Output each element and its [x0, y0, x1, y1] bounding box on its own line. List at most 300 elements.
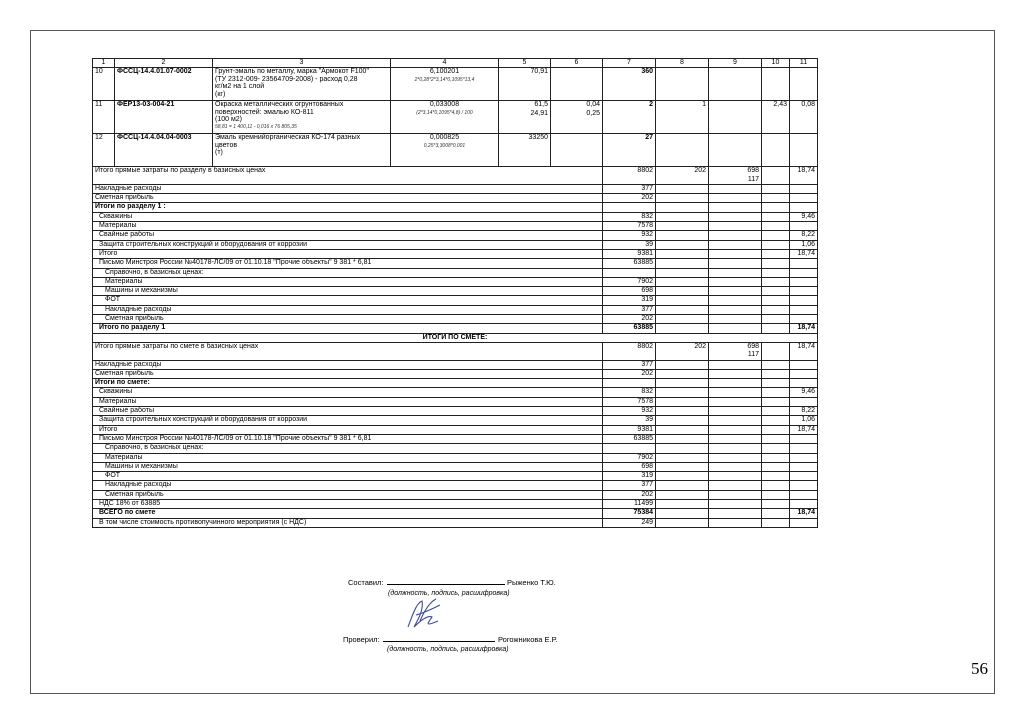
item-col11	[790, 68, 818, 101]
summary-col7: 202	[603, 315, 656, 324]
item-number: 11	[93, 101, 115, 134]
summary-col11	[790, 379, 818, 388]
summary-row	[93, 481, 818, 490]
summary-col7	[603, 203, 656, 212]
summary-col8	[656, 277, 709, 286]
item-quantity: 6,100201	[429, 68, 460, 76]
summary-col7: 7578	[603, 397, 656, 406]
summary-label: Письмо Минстроя России №40178-ЛС/09 от 01.10.18 "Прочие объекты" 9 381 * 6,81	[93, 434, 603, 443]
summary-row	[93, 444, 818, 453]
column-number: 7	[603, 59, 656, 68]
summary-col10	[762, 407, 790, 416]
summary-col8	[656, 249, 709, 258]
summary-col11	[790, 472, 818, 481]
summary-row	[93, 287, 818, 296]
summary-col10	[762, 315, 790, 324]
summary-col10	[762, 305, 790, 314]
item-col8	[656, 134, 709, 167]
summary-col8	[656, 240, 709, 249]
totals-heading: ИТОГИ ПО СМЕТЕ:	[93, 333, 818, 342]
summary-col9	[709, 231, 762, 240]
item-price-sub: 24,91	[530, 109, 548, 117]
summary-col8	[656, 416, 709, 425]
summary-col11	[790, 184, 818, 193]
summary-col8	[656, 231, 709, 240]
summary-col11	[790, 453, 818, 462]
summary-col9-value: 698	[747, 167, 759, 175]
summary-row	[93, 434, 818, 443]
summary-col8	[656, 434, 709, 443]
summary-col9	[709, 518, 762, 527]
summary-label: Итого	[93, 249, 603, 258]
summary-col11: 18,74	[790, 342, 818, 360]
summary-label: ВСЕГО по смете	[93, 509, 603, 518]
summary-col8	[656, 360, 709, 369]
summary-col10	[762, 379, 790, 388]
summary-col11	[790, 397, 818, 406]
compiled-caption: (должность, подпись, расшифровка)	[388, 590, 510, 597]
summary-col9	[709, 305, 762, 314]
summary-col7: 7902	[603, 453, 656, 462]
summary-label: Письмо Минстроя России №40178-ЛС/09 от 01.10.18 "Прочие объекты" 9 381 * 6,81	[93, 259, 603, 268]
summary-col7: 832	[603, 212, 656, 221]
item-col10	[762, 68, 790, 101]
summary-col8	[656, 462, 709, 471]
summary-label: Защита строительных конструкций и оборудования от коррозии	[93, 416, 603, 425]
summary-col10	[762, 360, 790, 369]
summary-col10	[762, 453, 790, 462]
summary-row	[93, 360, 818, 369]
item-col8: 1	[656, 101, 709, 134]
summary-col9	[709, 259, 762, 268]
item-description-line: поверхностей: эмалью КО-811	[215, 108, 314, 116]
summary-col10	[762, 287, 790, 296]
summary-row	[93, 472, 818, 481]
summary-label: Итого прямые затраты по разделу в базисных ценах	[93, 167, 603, 185]
item-row	[93, 101, 818, 134]
item-description-line: (100 м2)	[215, 116, 242, 124]
summary-col10	[762, 249, 790, 258]
column-number: 2	[115, 59, 213, 68]
summary-label: Итого прямые затраты по смете в базисных ценах	[93, 342, 603, 360]
summary-col8	[656, 499, 709, 508]
column-number: 4	[391, 59, 499, 68]
item-code: ФЕР13-03-004-21	[115, 101, 213, 134]
summary-col10	[762, 369, 790, 378]
summary-row	[93, 259, 818, 268]
checked-caption: (должность, подпись, расшифровка)	[387, 646, 509, 653]
summary-col7: 202	[603, 369, 656, 378]
item-col6	[551, 101, 603, 134]
summary-row	[93, 379, 818, 388]
summary-col11: 8,22	[790, 407, 818, 416]
summary-col10	[762, 259, 790, 268]
summary-col11: 1,06	[790, 416, 818, 425]
summary-col7: 832	[603, 388, 656, 397]
summary-col8: 202	[656, 167, 709, 185]
item-number: 10	[93, 68, 115, 101]
item-col10: 2,43	[762, 101, 790, 134]
column-number: 8	[656, 59, 709, 68]
summary-col9	[709, 212, 762, 221]
column-number: 1	[93, 59, 115, 68]
summary-col9	[709, 472, 762, 481]
summary-col10	[762, 472, 790, 481]
summary-row	[93, 490, 818, 499]
summary-label: Свайные работы	[93, 407, 603, 416]
item-quantity-formula: 0,25*3,3008*0,001	[423, 142, 466, 149]
summary-col10	[762, 397, 790, 406]
summary-col11	[790, 315, 818, 324]
item-col8	[656, 68, 709, 101]
summary-col7: 7578	[603, 222, 656, 231]
summary-col8	[656, 324, 709, 333]
summary-col7: 7902	[603, 277, 656, 286]
item-code: ФССЦ-14.4.01.07-0002	[115, 68, 213, 101]
summary-row	[93, 324, 818, 333]
summary-col9	[709, 444, 762, 453]
summary-col7: 75384	[603, 509, 656, 518]
summary-col7: 8802	[603, 342, 656, 360]
summary-col9	[709, 194, 762, 203]
item-quantity: 0,000825	[429, 134, 460, 142]
summary-col8	[656, 518, 709, 527]
summary-col8	[656, 194, 709, 203]
item-code: ФССЦ-14.4.04.04-0003	[115, 134, 213, 167]
item-col6	[551, 68, 603, 101]
summary-col7: 698	[603, 287, 656, 296]
summary-col10	[762, 481, 790, 490]
summary-row	[93, 509, 818, 518]
summary-col11	[790, 462, 818, 471]
summary-col11	[790, 490, 818, 499]
summary-col11	[790, 305, 818, 314]
summary-col11	[790, 203, 818, 212]
summary-col10	[762, 184, 790, 193]
summary-col9	[709, 315, 762, 324]
summary-label: Материалы	[93, 453, 603, 462]
summary-col8	[656, 472, 709, 481]
summary-label: Итого по разделу 1	[93, 324, 603, 333]
summary-row	[93, 397, 818, 406]
summary-col10	[762, 509, 790, 518]
summary-col9	[709, 287, 762, 296]
summary-col8	[656, 369, 709, 378]
summary-label: Справочно, в базисных ценах:	[93, 444, 603, 453]
summary-label: Итоги по разделу 1 :	[93, 203, 603, 212]
summary-col10	[762, 425, 790, 434]
summary-col11: 9,46	[790, 212, 818, 221]
summary-label: Итоги по смете:	[93, 379, 603, 388]
summary-col10	[762, 324, 790, 333]
item-col5	[499, 101, 551, 134]
summary-col8	[656, 305, 709, 314]
summary-row	[93, 240, 818, 249]
summary-col10	[762, 203, 790, 212]
summary-col11: 1,06	[790, 240, 818, 249]
item-col7: 2	[603, 101, 656, 134]
item-quantity-formula: (2*3,14*0,1095*4,8) / 100	[416, 109, 473, 116]
summary-col11	[790, 434, 818, 443]
summary-col7	[603, 379, 656, 388]
summary-label: Итого	[93, 425, 603, 434]
summary-row	[93, 462, 818, 471]
summary-col7: 319	[603, 472, 656, 481]
summary-col8	[656, 407, 709, 416]
column-number: 10	[762, 59, 790, 68]
summary-col8	[656, 490, 709, 499]
summary-col8	[656, 203, 709, 212]
item-quantity-cell	[391, 134, 499, 167]
summary-label: Свайные работы	[93, 231, 603, 240]
summary-col11	[790, 222, 818, 231]
item-col9	[709, 101, 762, 134]
column-number: 3	[213, 59, 391, 68]
item-col11	[790, 134, 818, 167]
summary-label: Материалы	[93, 277, 603, 286]
summary-col9	[709, 249, 762, 258]
summary-col9	[709, 268, 762, 277]
summary-col9	[709, 369, 762, 378]
summary-label: Защита строительных конструкций и оборудования от коррозии	[93, 240, 603, 249]
summary-col7: 377	[603, 481, 656, 490]
summary-col11	[790, 481, 818, 490]
summary-label: Справочно, в базисных ценах:	[93, 268, 603, 277]
summary-col10	[762, 212, 790, 221]
compiled-signature-line	[387, 576, 505, 585]
item-description	[213, 134, 391, 167]
item-price: 33250	[528, 134, 548, 142]
summary-col9-sub: 117	[747, 175, 759, 183]
summary-col10	[762, 518, 790, 527]
summary-col8	[656, 212, 709, 221]
summary-col11: 18,74	[790, 249, 818, 258]
summary-col7: 9381	[603, 249, 656, 258]
summary-col10	[762, 296, 790, 305]
item-row	[93, 134, 818, 167]
summary-row	[93, 167, 818, 185]
summary-col7	[603, 268, 656, 277]
item-quantity: 0,033008	[429, 101, 460, 109]
summary-col11	[790, 287, 818, 296]
summary-col11: 18,74	[790, 324, 818, 333]
summary-col8	[656, 509, 709, 518]
summary-label: Машины и механизмы	[93, 287, 603, 296]
item-col5	[499, 68, 551, 101]
estimate-table	[92, 58, 818, 528]
summary-row	[93, 194, 818, 203]
totals-heading-row	[93, 333, 818, 342]
summary-col8	[656, 268, 709, 277]
column-number-row	[93, 59, 818, 68]
summary-col11	[790, 518, 818, 527]
summary-row	[93, 518, 818, 527]
item-description-line: кг/м2 на 1 слой	[215, 83, 265, 91]
summary-label: Накладные расходы	[93, 184, 603, 193]
item-col10	[762, 134, 790, 167]
summary-col9	[709, 416, 762, 425]
item-col9	[709, 134, 762, 167]
summary-col8	[656, 453, 709, 462]
summary-label: ФОТ	[93, 296, 603, 305]
item-description-line: 58,81 = 1 400,11 - 0,016 x 76 805,35	[215, 123, 297, 130]
item-price: 70,91	[530, 68, 548, 76]
item-price: 61,5	[534, 101, 548, 109]
summary-row	[93, 212, 818, 221]
summary-col8	[656, 296, 709, 305]
summary-col10	[762, 222, 790, 231]
summary-row	[93, 249, 818, 258]
column-number: 5	[499, 59, 551, 68]
summary-col11	[790, 277, 818, 286]
summary-col7: 11499	[603, 499, 656, 508]
summary-label: Скважины	[93, 212, 603, 221]
summary-col8	[656, 259, 709, 268]
summary-col9	[709, 296, 762, 305]
summary-col8	[656, 184, 709, 193]
item-row	[93, 68, 818, 101]
summary-col9	[709, 324, 762, 333]
item-description-line: Грунт-эмаль по металлу, марка "Армокот F100"	[215, 68, 369, 76]
summary-col11	[790, 360, 818, 369]
summary-col9	[709, 342, 762, 360]
summary-col10	[762, 240, 790, 249]
summary-row	[93, 268, 818, 277]
summary-col7: 249	[603, 518, 656, 527]
summary-label: Машины и механизмы	[93, 462, 603, 471]
summary-col10	[762, 499, 790, 508]
summary-label: Сметная прибыль	[93, 490, 603, 499]
summary-row	[93, 342, 818, 360]
summary-col9-value: 698	[747, 342, 759, 350]
summary-col9	[709, 240, 762, 249]
item-description	[213, 68, 391, 101]
item-col7: 360	[603, 68, 656, 101]
summary-col9	[709, 222, 762, 231]
summary-label: Накладные расходы	[93, 305, 603, 314]
compiled-by-name: Рыженко Т.Ю.	[507, 578, 556, 587]
checked-signature-line	[383, 633, 495, 642]
summary-col11	[790, 268, 818, 277]
summary-label: Сметная прибыль	[93, 194, 603, 203]
summary-col7: 63885	[603, 324, 656, 333]
summary-col8	[656, 315, 709, 324]
summary-col7: 39	[603, 416, 656, 425]
handwritten-signature	[402, 597, 442, 633]
summary-row	[93, 222, 818, 231]
summary-col9	[709, 277, 762, 286]
summary-col10	[762, 231, 790, 240]
page-number: 56	[971, 659, 988, 678]
item-description	[213, 101, 391, 134]
summary-col7: 63885	[603, 434, 656, 443]
item-col5	[499, 134, 551, 167]
summary-col9	[709, 379, 762, 388]
summary-col7: 377	[603, 360, 656, 369]
item-col6	[551, 134, 603, 167]
item-col11: 0,08	[790, 101, 818, 134]
summary-col10	[762, 388, 790, 397]
summary-col7: 932	[603, 407, 656, 416]
summary-col7: 319	[603, 296, 656, 305]
summary-col10	[762, 462, 790, 471]
summary-col7: 377	[603, 305, 656, 314]
summary-col7: 932	[603, 231, 656, 240]
summary-col7: 9381	[603, 425, 656, 434]
summary-col9	[709, 407, 762, 416]
summary-col7: 202	[603, 194, 656, 203]
item-col9	[709, 68, 762, 101]
summary-label: Сметная прибыль	[93, 369, 603, 378]
summary-col7	[603, 444, 656, 453]
summary-col8	[656, 379, 709, 388]
summary-row	[93, 369, 818, 378]
column-number: 9	[709, 59, 762, 68]
summary-row	[93, 296, 818, 305]
summary-col11: 8,22	[790, 231, 818, 240]
summary-col8: 202	[656, 342, 709, 360]
summary-col11: 18,74	[790, 509, 818, 518]
summary-row	[93, 453, 818, 462]
summary-col10	[762, 167, 790, 185]
summary-col10	[762, 444, 790, 453]
summary-col7: 202	[603, 490, 656, 499]
summary-row	[93, 184, 818, 193]
summary-col11: 18,74	[790, 425, 818, 434]
summary-col8	[656, 397, 709, 406]
summary-col7: 8802	[603, 167, 656, 185]
summary-label: Сметная прибыль	[93, 315, 603, 324]
summary-col11: 9,46	[790, 388, 818, 397]
summary-row	[93, 407, 818, 416]
summary-label: Материалы	[93, 222, 603, 231]
column-number: 6	[551, 59, 603, 68]
item-quantity-formula: 2*0,28*2*3,14*0,1095*13,4	[414, 76, 475, 83]
summary-col11: 18,74	[790, 167, 818, 185]
summary-row	[93, 315, 818, 324]
summary-col7: 698	[603, 462, 656, 471]
summary-col9-sub: 117	[747, 351, 759, 359]
summary-col10	[762, 194, 790, 203]
summary-col8	[656, 388, 709, 397]
summary-col9	[709, 360, 762, 369]
summary-col9	[709, 509, 762, 518]
summary-row	[93, 388, 818, 397]
summary-col8	[656, 425, 709, 434]
item-description-line: Эмаль кремнийорганическая КО-174 разных	[215, 134, 361, 142]
item-description-line: цветов	[215, 141, 238, 149]
summary-label: Накладные расходы	[93, 481, 603, 490]
summary-col10	[762, 434, 790, 443]
compiled-by-label: Составил:	[348, 578, 384, 587]
summary-col9	[709, 388, 762, 397]
item-coef-sub: 0,25	[586, 109, 600, 117]
summary-col10	[762, 490, 790, 499]
summary-col11	[790, 499, 818, 508]
summary-col10	[762, 268, 790, 277]
summary-col9	[709, 490, 762, 499]
item-quantity-cell	[391, 68, 499, 101]
item-number: 12	[93, 134, 115, 167]
summary-col8	[656, 444, 709, 453]
summary-row	[93, 231, 818, 240]
summary-col11	[790, 296, 818, 305]
summary-col9	[709, 462, 762, 471]
summary-col11	[790, 444, 818, 453]
summary-col11	[790, 194, 818, 203]
checked-by-name: Рогожникова Е.Р.	[498, 635, 558, 644]
summary-col8	[656, 287, 709, 296]
